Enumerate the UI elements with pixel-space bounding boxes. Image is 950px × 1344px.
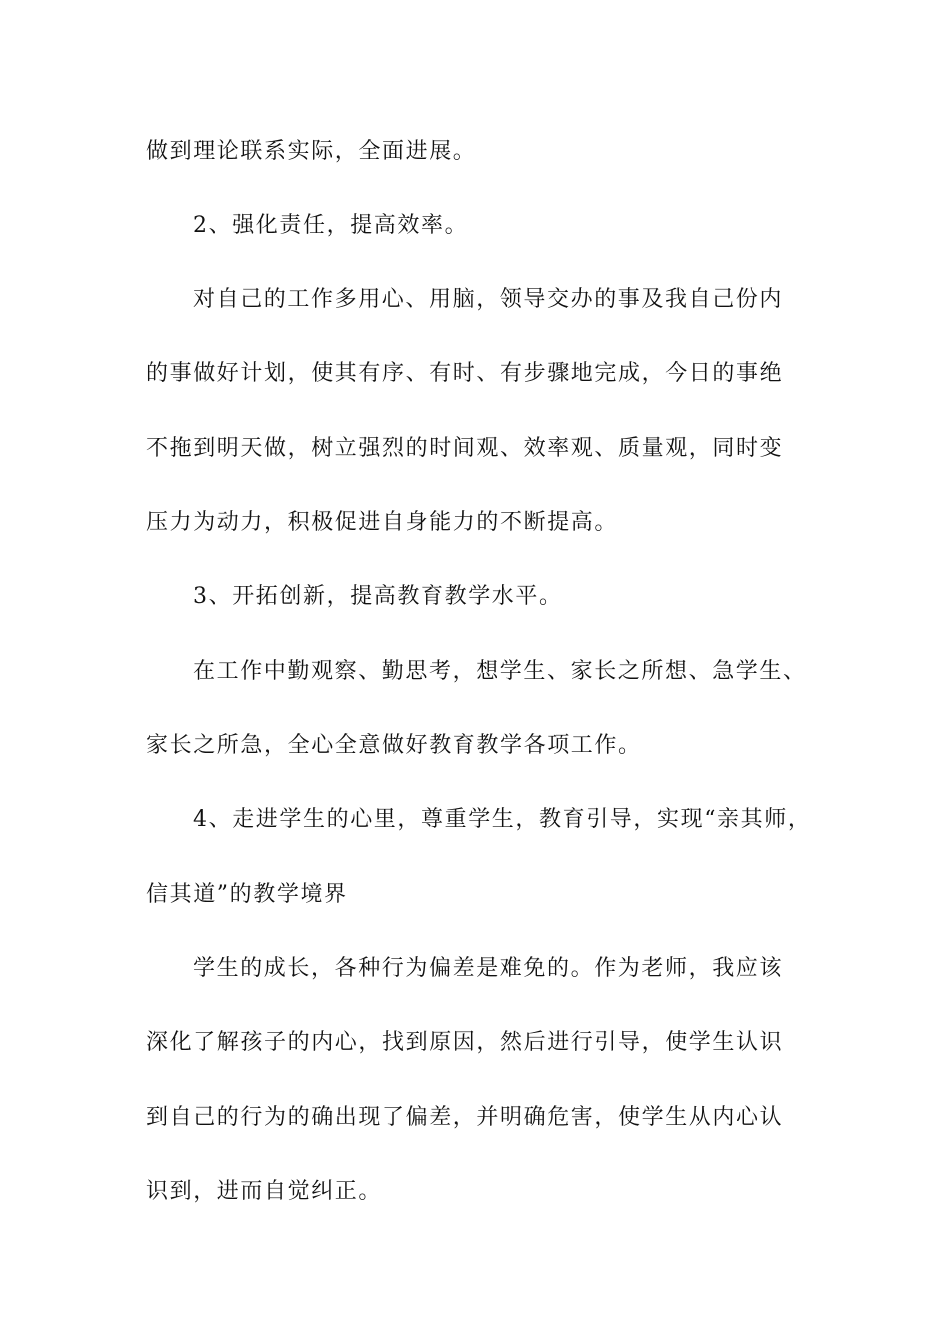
- text-line: 压力为动力，积极促进自身能力的不断提高。: [146, 510, 619, 535]
- text-line: 识到，进而自觉纠正。: [146, 1179, 383, 1204]
- text-line: 学生的成长，各种行为偏差是难免的。作为老师，我应该: [193, 956, 784, 981]
- section-heading: 4、走进学生的心里，尊重学生，教育引导，实现“亲其师，: [193, 807, 812, 832]
- text-line: 到自己的行为的确出现了偏差，并明确危害，使学生从内心认: [146, 1105, 784, 1130]
- section-heading-continuation: 信其道”的教学境界: [146, 882, 348, 907]
- text-line: 深化了解孩子的内心，找到原因，然后进行引导，使学生认识: [146, 1030, 784, 1055]
- text-line: 做到理论联系实际，全面进展。: [146, 139, 477, 164]
- text-line: 对自己的工作多用心、用脑，领导交办的事及我自己份内: [193, 287, 784, 312]
- text-line: 的事做好计划，使其有序、有时、有步骤地完成，今日的事绝: [146, 361, 784, 386]
- text-line: 在工作中勤观察、勤思考，想学生、家长之所想、急学生、: [193, 659, 807, 684]
- text-line: 家长之所急，全心全意做好教育教学各项工作。: [146, 733, 642, 758]
- section-heading: 2、强化责任，提高效率。: [193, 213, 469, 238]
- text-line: 不拖到明天做，树立强烈的时间观、效率观、质量观，同时变: [146, 436, 784, 461]
- section-heading: 3、开拓创新，提高教育教学水平。: [193, 584, 563, 609]
